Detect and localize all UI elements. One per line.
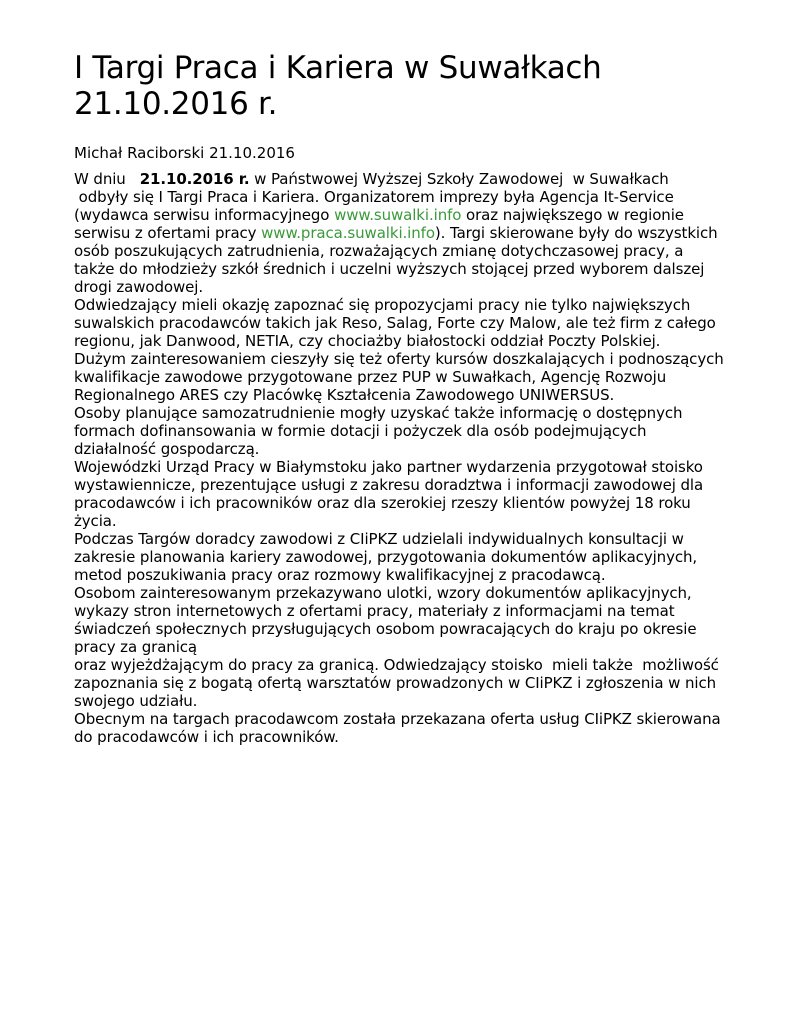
paragraph-1-line-5: osób poszukujących zatrudnienia, rozważających zmianę dotychczasowej pracy, a [74, 242, 684, 260]
text-segment: serwisu z ofertami pracy [74, 224, 262, 242]
paragraph-2-line: regionu, jak Danwood, NETIA, czy chociażby białostocki oddział Poczty Polskiej. [74, 332, 661, 350]
event-date: 21.10.2016 r. [139, 170, 250, 188]
paragraph-3-line: Regionalnego ARES czy Placówkę Kształcenia Zawodowego UNIWERSUS. [74, 386, 615, 404]
paragraph-7-line: Osobom zainteresowanym przekazywano ulotki, wzory dokumentów aplikacyjnych, [74, 584, 692, 602]
paragraph-8-line: swojego udziału. [74, 692, 198, 710]
text-segment: ). Targi skierowane były do wszystkich [434, 224, 718, 242]
page-title [74, 50, 774, 122]
paragraph-5-line: pracodawców i ich pracowników oraz dla szerokiej rzeszy klientów powyżej 18 roku [74, 494, 691, 512]
paragraph-3-line: kwalifikacje zawodowe przygotowane przez PUP w Suwałkach, Agencję Rozwoju [74, 368, 667, 386]
paragraph-4-line: formach dofinansowania w formie dotacji i pożyczek dla osób podejmujących [74, 422, 647, 440]
paragraph-4-line: działalność gospodarczą. [74, 440, 260, 458]
text-segment: oraz największego w regionie [461, 206, 684, 224]
paragraph-9-line: do pracodawców i ich pracowników. [74, 728, 339, 746]
text-segment: W dniu [74, 170, 140, 188]
paragraph-5-line: życia. [74, 512, 117, 530]
article [74, 50, 774, 746]
suwalki-info-link[interactable]: www.suwalki.info [334, 206, 462, 224]
paragraph-1-line-6: także do młodzieży szkół średnich i uczelni wyższych stojącej przed wyborem dalszej [74, 260, 705, 278]
paragraph-8-line: zapoznania się z bogatą ofertą warsztatów prowadzonych w CIiPKZ i zgłoszenia w nich [74, 674, 717, 692]
praca-suwalki-info-link[interactable]: www.praca.suwalki.info [261, 224, 435, 242]
paragraph-1-line-4 [74, 224, 774, 242]
paragraph-4-line: Osoby planujące samozatrudnienie mogły uzyskać także informację o dostępnych [74, 404, 683, 422]
paragraph-7-line: świadczeń społecznych przysługujących osobom powracających do kraju po okresie [74, 620, 697, 638]
page-title-line-1: I Targi Praca i Kariera w Suwałkach [74, 50, 602, 86]
paragraph-2-line: suwalskich pracodawców takich jak Reso, Salag, Forte czy Malow, ale też firm z całego [74, 314, 716, 332]
paragraph-8-line: oraz wyjeżdżającym do pracy za granicą. Odwiedzający stoisko mieli także możliwość [74, 656, 719, 674]
page-title-line-2: 21.10.2016 r. [74, 86, 278, 122]
paragraph-1-line-3 [74, 206, 774, 224]
text-segment: w Państwowej Wyższej Szkoły Zawodowej w Suwałkach [249, 170, 669, 188]
paragraph-6-line: metod poszukiwania pracy oraz rozmowy kwalifikacyjnej z pracodawcą. [74, 566, 606, 584]
paragraph-5-line: Wojewódzki Urząd Pracy w Białymstoku jako partner wydarzenia przygotował stoisko [74, 458, 703, 476]
paragraph-1-line-1 [74, 170, 774, 188]
article-body [74, 170, 774, 746]
paragraph-1-line-7: drogi zawodowej. [74, 278, 204, 296]
text-segment: (wydawca serwisu informacyjnego [74, 206, 335, 224]
paragraph-5-line: wystawiennicze, prezentujące usługi z zakresu doradztwa i informacji zawodowej dla [74, 476, 704, 494]
paragraph-1-line-2: odbyły się I Targi Praca i Kariera. Organizatorem imprezy była Agencja It-Service [74, 188, 674, 206]
paragraph-9-line: Obecnym na targach pracodawcom została przekazana oferta usług CIiPKZ skierowana [74, 710, 721, 728]
paragraph-2-line: Odwiedzający mieli okazję zapoznać się propozycjami pracy nie tylko największych [74, 296, 691, 314]
paragraph-3-line: Dużym zainteresowaniem cieszyły się też oferty kursów doszkalających i podnoszących [74, 350, 724, 368]
author-date-byline: Michał Raciborski 21.10.2016 [74, 144, 295, 162]
paragraph-6-line: zakresie planowania kariery zawodowej, przygotowania dokumentów aplikacyjnych, [74, 548, 698, 566]
paragraph-6-line: Podczas Targów doradcy zawodowi z CIiPKZ udzielali indywidualnych konsultacji w [74, 530, 684, 548]
paragraph-7-line: pracy za granicą [74, 638, 197, 656]
paragraph-7-line: wykazy stron internetowych z ofertami pracy, materiały z informacjami na temat [74, 602, 675, 620]
